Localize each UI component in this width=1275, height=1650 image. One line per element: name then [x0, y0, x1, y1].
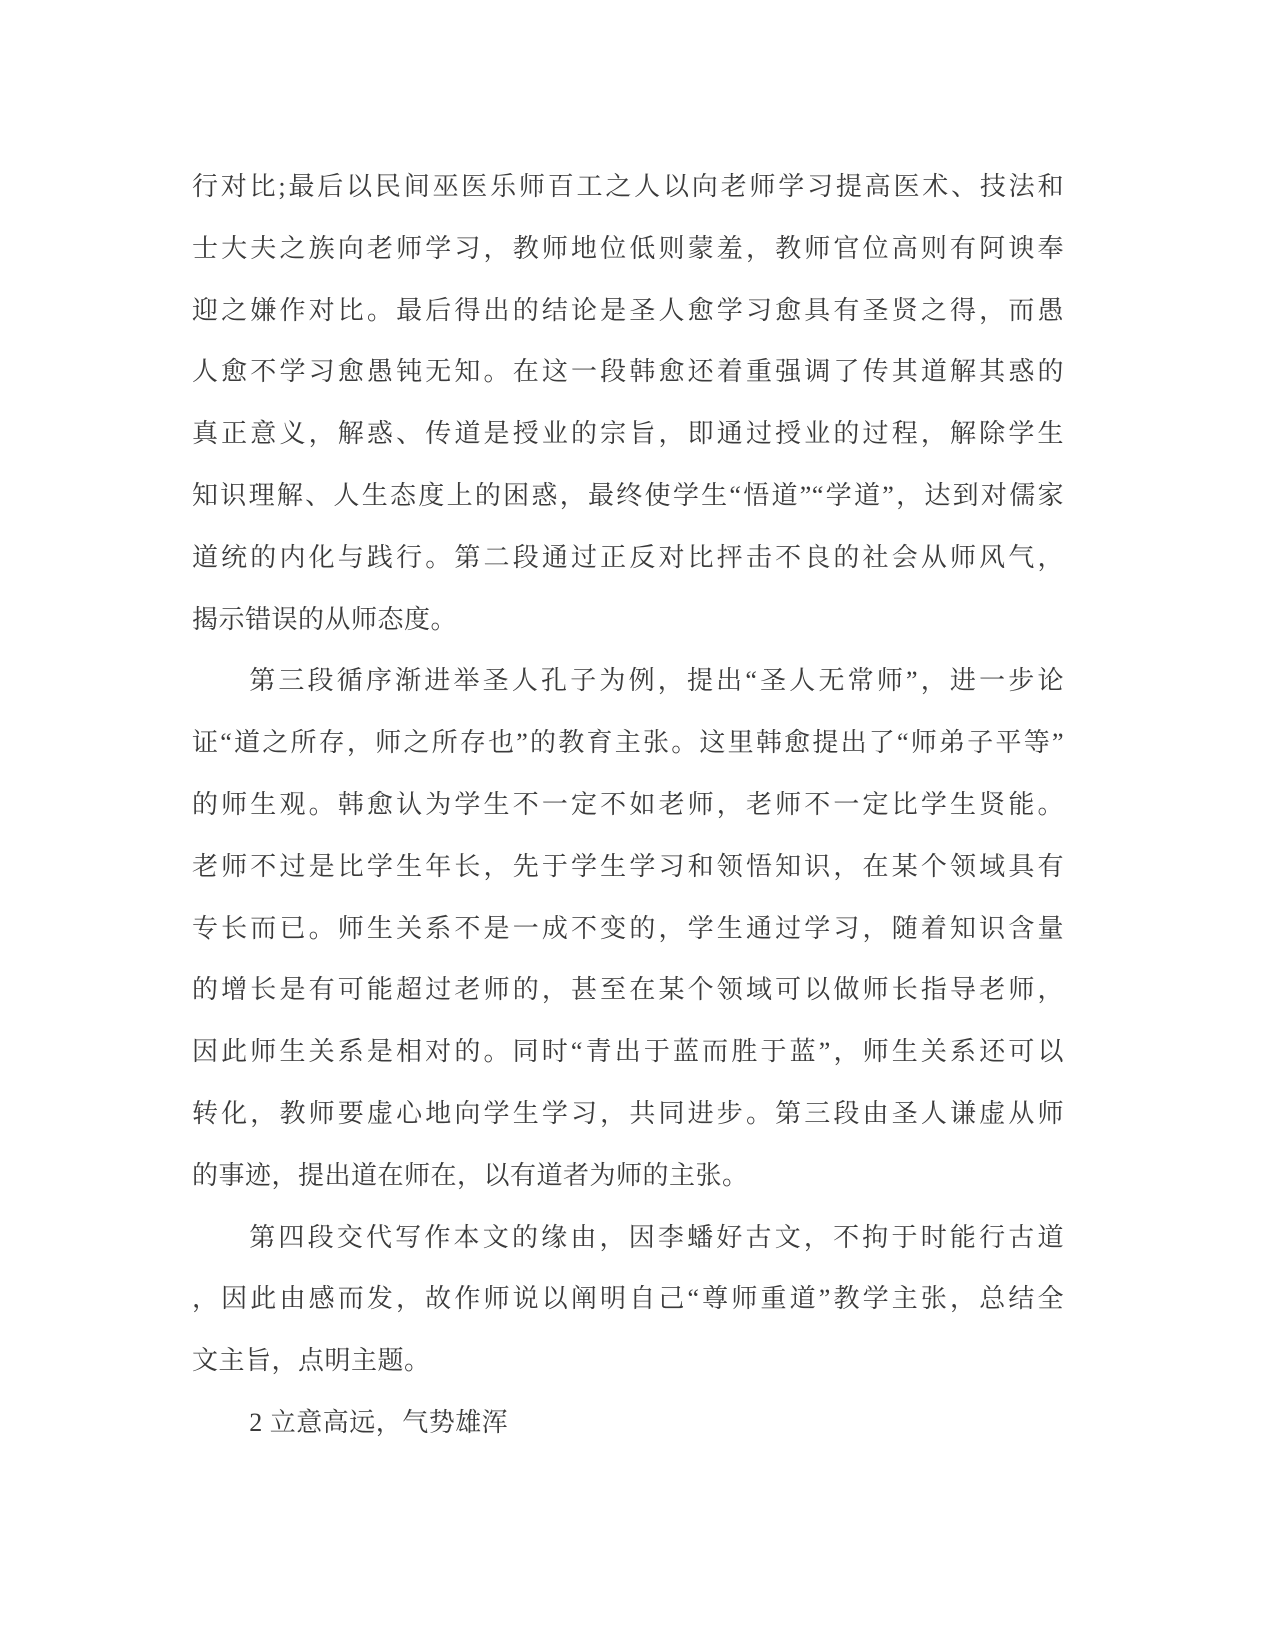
text-line: 的师生观。韩愈认为学生不一定不如老师，老师不一定比学生贤能。: [192, 789, 1064, 819]
text-line: 揭示错误的从师态度。: [192, 604, 458, 634]
text-line: 转化，教师要虚心地向学生学习，共同进步。第三段由圣人谦虚从师: [192, 1098, 1064, 1128]
text-line: 士大夫之族向老师学习，教师地位低则蒙羞，教师官位高则有阿谀奉: [192, 233, 1064, 263]
text-line: 的事迹，提出道在师在，以有道者为师的主张。: [192, 1160, 749, 1190]
text-line: 行对比;最后以民间巫医乐师百工之人以向老师学习提高医术、技法和: [192, 172, 1064, 201]
text-line: 真正意义，解惑、传道是授业的宗旨，即通过授业的过程，解除学生: [192, 419, 1064, 449]
text-line: 文主旨，点明主题。: [192, 1346, 431, 1376]
document-body: [192, 156, 1064, 1454]
text-line: ，因此由感而发，故作师说以阐明自己“尊师重道”教学主张，总结全: [192, 1284, 1064, 1314]
text-line: 人愈不学习愈愚钝无知。在这一段韩愈还着重强调了传其道解其惑的: [192, 357, 1064, 387]
text-line: 道统的内化与践行。第二段通过正反对比抨击不良的社会从师风气，: [192, 542, 1064, 572]
text-line: 第三段循序渐进举圣人孔子为例，提出“圣人无常师”，进一步论: [249, 666, 1064, 696]
text-line: 2 立意高远，气势雄浑: [249, 1407, 509, 1437]
paragraph-3: [192, 1207, 1064, 1392]
text-line: 老师不过是比学生年长，先于学生学习和领悟知识，在某个领域具有: [192, 851, 1064, 881]
text-line: 第四段交代写作本文的缘由，因李蟠好古文，不拘于时能行古道: [249, 1222, 1064, 1252]
paragraph-1: [192, 156, 1064, 650]
paragraph-2: [192, 650, 1064, 1206]
text-line: 证“道之所存，师之所存也”的教育主张。这里韩愈提出了“师弟子平等”: [192, 728, 1064, 758]
text-line: 的增长是有可能超过老师的，甚至在某个领域可以做师长指导老师，: [192, 975, 1064, 1005]
text-line: 因此师生关系是相对的。同时“青出于蓝而胜于蓝”，师生关系还可以: [192, 1037, 1064, 1067]
text-line: 迎之嫌作对比。最后得出的结论是圣人愈学习愈具有圣贤之得，而愚: [192, 295, 1064, 325]
text-line: 专长而已。师生关系不是一成不变的，学生通过学习，随着知识含量: [192, 913, 1064, 943]
text-line: 知识理解、人生态度上的困惑，最终使学生“悟道”“学道”，达到对儒家: [192, 480, 1064, 510]
paragraph-4: [192, 1392, 1064, 1454]
